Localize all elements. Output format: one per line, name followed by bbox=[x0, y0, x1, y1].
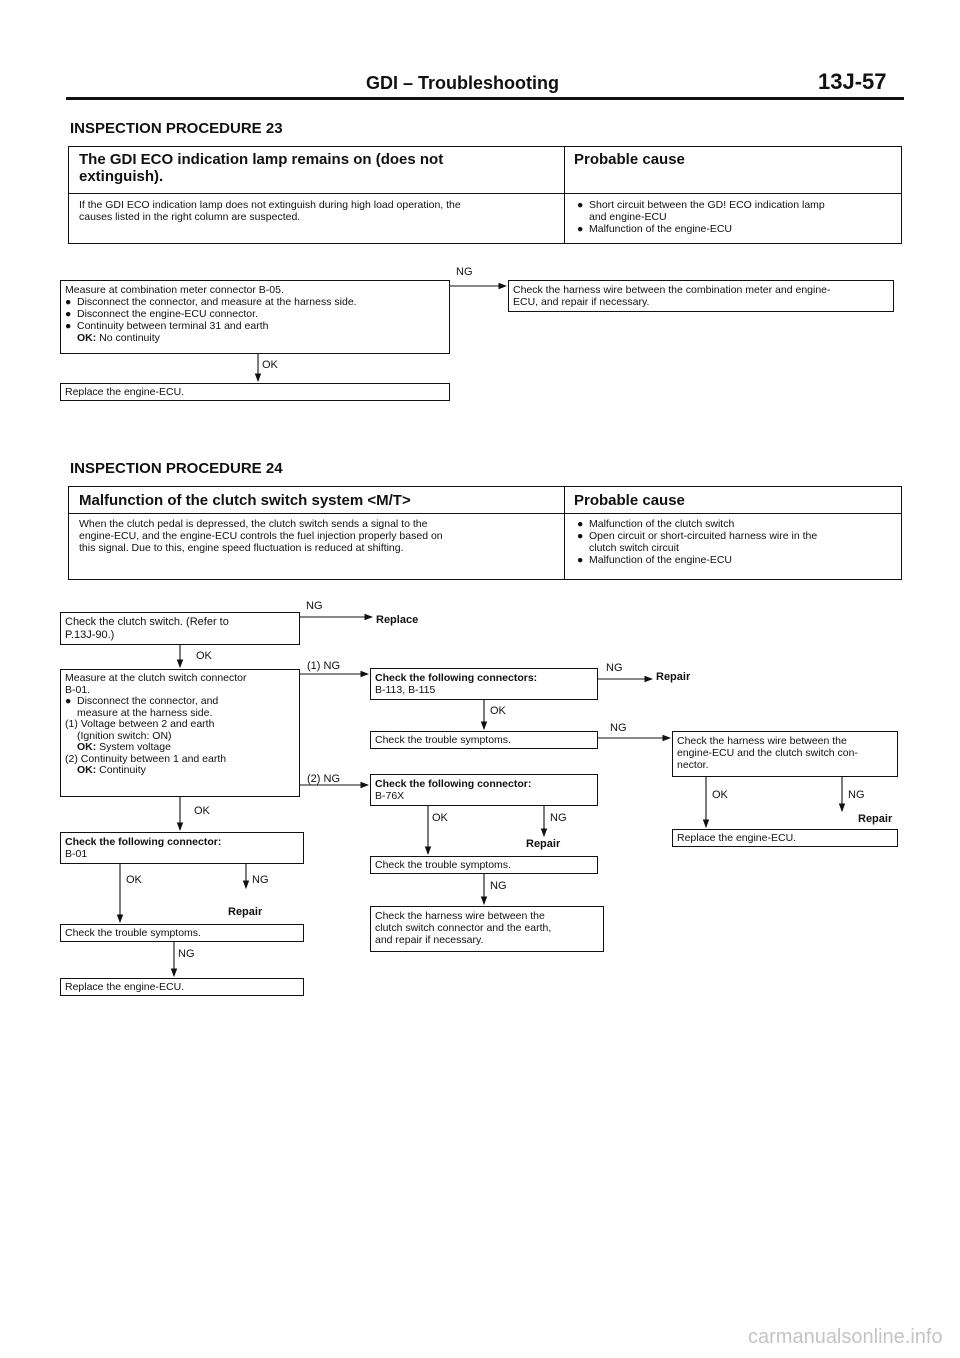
b113-repair-label: Repair bbox=[656, 671, 691, 683]
proc24-summary-table bbox=[68, 486, 902, 580]
proc23-ng-label: NG bbox=[456, 266, 473, 278]
measure-ng2-label: (2) NG bbox=[307, 773, 340, 785]
header-rule bbox=[66, 97, 904, 100]
b01-ok-label: OK bbox=[126, 874, 142, 886]
proc23-final-box: Replace the engine-ECU. bbox=[60, 383, 450, 401]
proc23-summary-table bbox=[68, 146, 902, 244]
page-number: 13J-57 bbox=[818, 69, 887, 94]
proc23-ng-action-box: Check the harness wire between the combination meter and engine- ECU, and repair if necessary. bbox=[508, 280, 894, 312]
proc24-cause-title: Probable cause bbox=[574, 492, 685, 509]
check-clutch-switch-box: Check the clutch switch. (Refer to P.13J-90.) bbox=[60, 612, 300, 645]
b76x-ok-label: OK bbox=[432, 812, 448, 824]
b76x-repair-label: Repair bbox=[526, 838, 561, 850]
table-column-divider bbox=[564, 487, 565, 579]
table-column-divider bbox=[564, 147, 565, 243]
right-repair-label: Repair bbox=[858, 813, 893, 825]
proc23-causes-list: ● Short circuit between the GD! ECO indication lamp and engine-ECU ● Malfunction of the engine-ECU bbox=[577, 199, 825, 235]
watermark: carmanualsonline.info bbox=[748, 1326, 943, 1348]
table-row-divider bbox=[69, 193, 901, 194]
proc24-description: When the clutch pedal is depressed, the clutch switch sends a signal to the engine-ECU, and the engine-ECU controls the fuel injection properly based on this signal. Due to this, engine speed fluctuation is reduced at shifting. bbox=[79, 518, 443, 554]
b01-ng-label: NG bbox=[252, 874, 269, 886]
replace-switch-label: Replace bbox=[376, 614, 419, 626]
check-connectors-b113-box: Check the following connectors: B-113, B-115 bbox=[370, 668, 598, 700]
switch-ok-label: OK bbox=[196, 650, 212, 662]
harness-clutch-earth-box: Check the harness wire between the clutch switch connector and the earth, and repair if necessary. bbox=[370, 906, 604, 952]
measure-ok-label: OK bbox=[194, 805, 210, 817]
right-ng-label: NG bbox=[848, 789, 865, 801]
proc23-symptom-title: The GDI ECO indication lamp remains on (does not extinguish). bbox=[79, 151, 444, 185]
proc23-heading: INSPECTION PROCEDURE 23 bbox=[70, 120, 283, 137]
mid-trouble-symptoms-box-2: Check the trouble symptoms. bbox=[370, 856, 598, 874]
proc23-measure-box: Measure at combination meter connector B-05. ● Disconnect the connector, and measure at the harness side. ● Disconnect the engine-ECU connector. ● Continuity between terminal 31 and earth OK: No continuity bbox=[60, 280, 450, 354]
proc24-heading: INSPECTION PROCEDURE 24 bbox=[70, 460, 283, 477]
measure-ng1-label: (1) NG bbox=[307, 660, 340, 672]
mid-symptoms-2-ng-label: NG bbox=[490, 880, 507, 892]
b113-ok-label: OK bbox=[490, 705, 506, 717]
table-row-divider bbox=[69, 513, 901, 514]
left-replace-ecu-box: Replace the engine-ECU. bbox=[60, 978, 304, 996]
proc23-cause-title: Probable cause bbox=[574, 151, 685, 168]
proc24-symptom-title: Malfunction of the clutch switch system <M/T> bbox=[79, 492, 411, 509]
switch-ng-label: NG bbox=[306, 600, 323, 612]
page-header-title: GDI – Troubleshooting bbox=[366, 73, 559, 93]
measure-clutch-connector-box: Measure at the clutch switch connector B-01. ● Disconnect the connector, and measure at the harness side. (1) Voltage between 2 and earth (Ignition switch: ON) OK: System voltage (2) Continuity between 1 and earth OK: Continuity bbox=[60, 669, 300, 797]
mid-symptoms-ng-label: NG bbox=[610, 722, 627, 734]
right-ok-label: OK bbox=[712, 789, 728, 801]
left-trouble-symptoms-box: Check the trouble symptoms. bbox=[60, 924, 304, 942]
left-symptoms-ng-label: NG bbox=[178, 948, 195, 960]
b01-repair-label: Repair bbox=[228, 906, 263, 918]
proc23-description: If the GDI ECO indication lamp does not extinguish during high load operation, the causes listed in the right column are suspected. bbox=[79, 199, 461, 223]
mid-trouble-symptoms-box: Check the trouble symptoms. bbox=[370, 731, 598, 749]
check-connector-b76x-box: Check the following connector: B-76X bbox=[370, 774, 598, 806]
right-replace-ecu-box: Replace the engine-ECU. bbox=[672, 829, 898, 847]
harness-ecu-clutch-box: Check the harness wire between the engine-ECU and the clutch switch con- nector. bbox=[672, 731, 898, 777]
proc23-ok-label: OK bbox=[262, 359, 278, 371]
b113-ng-label: NG bbox=[606, 662, 623, 674]
proc24-causes-list: ● Malfunction of the clutch switch ● Open circuit or short-circuited harness wire in the clutch switch circuit ● Malfunction of the engine-ECU bbox=[577, 518, 818, 566]
b76x-ng-label: NG bbox=[550, 812, 567, 824]
check-connector-b01-box: Check the following connector: B-01 bbox=[60, 832, 304, 864]
